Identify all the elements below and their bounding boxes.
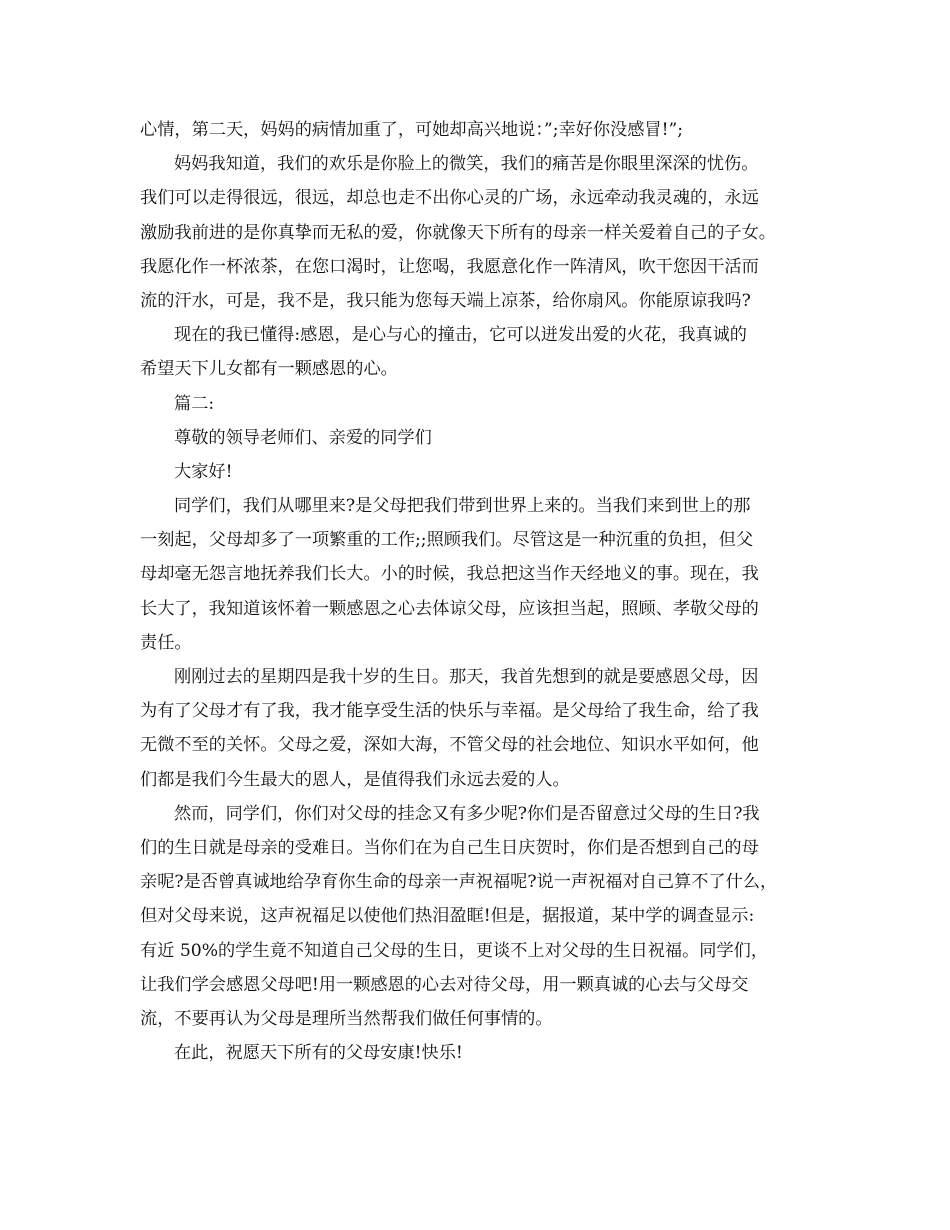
- text-line: 一刻起，父母却多了一项繁重的工作;;照顾我们。尽管这是一种沉重的负担，但父: [140, 530, 754, 551]
- text-line: 现在的我已懂得:感恩，是心与心的撞击，它可以迸发出爱的火花，我真诚的: [174, 325, 747, 346]
- text-line: 妈妈我知道，我们的欢乐是你脸上的微笑，我们的痛苦是你眼里深深的忧伤。: [174, 154, 759, 175]
- text-line: 尊敬的领导老师们、亲爱的同学们: [174, 427, 432, 448]
- text-line: 然而，同学们，你们对父母的挂念又有多少呢?你们是否留意过父母的生日?我: [174, 803, 760, 824]
- text-line: 心情，第二天，妈妈的病情加重了，可她却高兴地说：”;幸好你没感冒!”;: [140, 120, 684, 140]
- text-line: 有近 50%的学生竟不知道自己父母的生日，更谈不上对父母的生日祝福。同学们，: [140, 940, 769, 961]
- text-line: 们都是我们今生最大的恩人，是值得我们永远去爱的人。: [140, 769, 570, 790]
- text-line: 长大了，我知道该怀着一颗感恩之心去体谅父母，应该担当起，照顾、孝敬父母的: [140, 598, 759, 619]
- text-line: 为有了父母才有了我，我才能享受生活的快乐与幸福。是父母给了我生命，给了我: [140, 701, 759, 722]
- text-line: 我们可以走得很远，很远，却总也走不出你心灵的广场，永远牵动我灵魂的，永远: [140, 188, 759, 209]
- text-line: 流，不要再认为父母是理所当然帮我们做任何事情的。: [140, 1008, 553, 1029]
- document-body: [140, 113, 816, 1070]
- text-line: 但对父母来说，这声祝福足以使他们热泪盈眶!但是，据报道，某中学的调查显示:: [140, 906, 755, 927]
- text-line: 我愿化作一杯浓茶，在您口渴时，让您喝，我愿意化作一阵清风，吹干您因干活而: [140, 256, 759, 277]
- text-line: 亲呢?是否曾真诚地给孕育你生命的母亲一声祝福呢?说一声祝福对自己算不了什么，: [140, 872, 778, 893]
- text-line: 责任。: [140, 632, 192, 653]
- text-line: 流的汗水，可是，我不是，我只能为您每天端上凉茶，给你扇风。你能原谅我吗?: [140, 290, 751, 311]
- text-line: 母却毫无怨言地抚养我们长大。小的时候，我总把这当作天经地义的事。现在，我: [140, 564, 759, 585]
- text-line: 激励我前进的是你真挚而无私的爱，你就像天下所有的母亲一样关爱着自己的子女。: [140, 222, 776, 243]
- text-line: 大家好!: [174, 461, 233, 482]
- text-line: 同学们，我们从哪里来?是父母把我们带到世界上来的。当我们来到世上的那: [174, 496, 751, 517]
- text-line: 让我们学会感恩父母吧!用一颗感恩的心去对待父母，用一颗真诚的心去与父母交: [140, 974, 749, 995]
- text-line: 无微不至的关怀。父母之爱，深如大海，不管父母的社会地位、知识水平如何，他: [140, 735, 759, 756]
- text-line: 希望天下儿女都有一颗感恩的心。: [140, 359, 398, 380]
- text-line: 刚刚过去的星期四是我十岁的生日。那天，我首先想到的就是要感恩父母，因: [174, 667, 759, 687]
- text-line: 们的生日就是母亲的受难日。当你们在为自己生日庆贺时，你们是否想到自己的母: [140, 837, 759, 858]
- text-line: 篇二:: [174, 393, 215, 414]
- text-line: 在此，祝愿天下所有的父母安康!快乐!: [174, 1043, 463, 1064]
